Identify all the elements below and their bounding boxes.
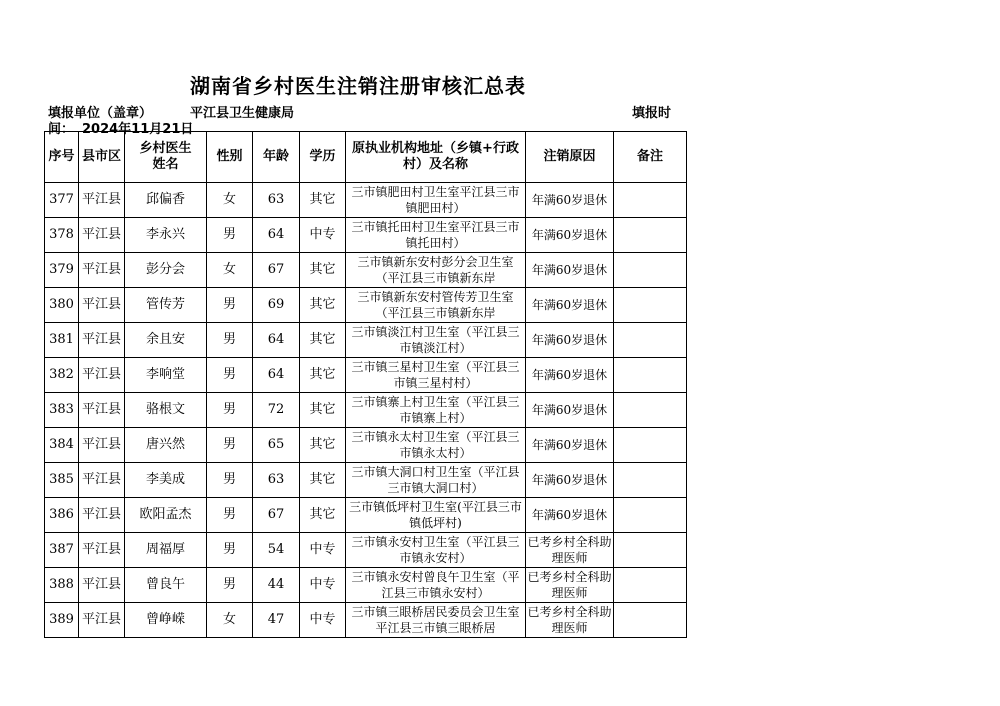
cell-address-text: 三市镇肥田村卫生室平江县三市镇肥田村） bbox=[351, 185, 520, 215]
cell-reason bbox=[526, 428, 614, 463]
cell-address-text: 三市镇寨上村卫生室（平江县三市镇寨上村） bbox=[351, 395, 520, 425]
cell-gender: 女 bbox=[207, 253, 253, 288]
header-reason: 注销原因 bbox=[526, 132, 614, 183]
cell-name: 周福厚 bbox=[125, 533, 207, 568]
table-row bbox=[45, 533, 687, 568]
cell-edu: 其它 bbox=[300, 393, 346, 428]
cell-county: 平江县 bbox=[79, 498, 125, 533]
fill-time-label: 填报时 bbox=[632, 106, 672, 121]
cell-reason-text: 年满60岁退休 bbox=[531, 473, 608, 487]
cell-address-text: 三市镇三眼桥居民委员会卫生室平江县三市镇三眼桥居 bbox=[351, 605, 520, 635]
header-name-text: 乡村医生姓名 bbox=[139, 141, 192, 172]
cell-name: 唐兴然 bbox=[125, 428, 207, 463]
table-row bbox=[45, 253, 687, 288]
cell-remark bbox=[614, 218, 687, 253]
cell-address-text: 三市镇大洞口村卫生室（平江县三市镇大洞口村） bbox=[351, 465, 520, 495]
header-address bbox=[346, 132, 526, 183]
cell-address bbox=[346, 393, 526, 428]
cell-name: 曾峥嵘 bbox=[125, 603, 207, 638]
cell-county: 平江县 bbox=[79, 393, 125, 428]
cell-no: 388 bbox=[45, 568, 79, 603]
cell-county: 平江县 bbox=[79, 288, 125, 323]
cell-remark bbox=[614, 358, 687, 393]
cell-age: 72 bbox=[253, 393, 300, 428]
cell-edu: 其它 bbox=[300, 183, 346, 218]
cell-county: 平江县 bbox=[79, 218, 125, 253]
cell-address-text: 三市镇新东安村管传芳卫生室（平江县三市镇新东岸 bbox=[357, 290, 514, 320]
cell-name: 李响堂 bbox=[125, 358, 207, 393]
cell-name: 余且安 bbox=[125, 323, 207, 358]
cell-address bbox=[346, 498, 526, 533]
cell-edu: 中专 bbox=[300, 603, 346, 638]
cell-address-text: 三市镇新东安村彭分会卫生室（平江县三市镇新东岸 bbox=[357, 255, 514, 285]
cell-edu: 中专 bbox=[300, 568, 346, 603]
fill-time-label-cont: 间： bbox=[48, 122, 75, 137]
cell-address bbox=[346, 463, 526, 498]
cell-age: 63 bbox=[253, 183, 300, 218]
cell-address bbox=[346, 323, 526, 358]
table-row bbox=[45, 218, 687, 253]
table-row bbox=[45, 463, 687, 498]
cell-name: 管传芳 bbox=[125, 288, 207, 323]
cell-address bbox=[346, 253, 526, 288]
cell-age: 67 bbox=[253, 498, 300, 533]
cell-reason-text: 年满60岁退休 bbox=[531, 508, 608, 522]
cell-reason-text: 年满60岁退休 bbox=[531, 228, 608, 242]
cell-reason bbox=[526, 533, 614, 568]
cell-reason bbox=[526, 323, 614, 358]
cell-reason bbox=[526, 253, 614, 288]
cell-no: 380 bbox=[45, 288, 79, 323]
cell-remark bbox=[614, 288, 687, 323]
cell-county: 平江县 bbox=[79, 358, 125, 393]
cell-remark bbox=[614, 428, 687, 463]
cell-age: 69 bbox=[253, 288, 300, 323]
cell-no: 378 bbox=[45, 218, 79, 253]
cell-reason bbox=[526, 463, 614, 498]
cell-address bbox=[346, 218, 526, 253]
cell-age: 67 bbox=[253, 253, 300, 288]
table-row bbox=[45, 428, 687, 463]
cell-age: 64 bbox=[253, 323, 300, 358]
cell-gender: 男 bbox=[207, 463, 253, 498]
cell-address-text: 三市镇永安村曾良午卫生室（平江县三市镇永安村） bbox=[351, 570, 520, 600]
cell-gender: 男 bbox=[207, 533, 253, 568]
cell-county: 平江县 bbox=[79, 428, 125, 463]
cell-no: 383 bbox=[45, 393, 79, 428]
cell-name: 曾良午 bbox=[125, 568, 207, 603]
cell-name: 彭分会 bbox=[125, 253, 207, 288]
cell-county: 平江县 bbox=[79, 253, 125, 288]
cell-gender: 男 bbox=[207, 428, 253, 463]
cell-remark bbox=[614, 183, 687, 218]
cell-no: 377 bbox=[45, 183, 79, 218]
cell-reason bbox=[526, 358, 614, 393]
header-edu: 学历 bbox=[300, 132, 346, 183]
fill-date: 2024年11月21日 bbox=[82, 122, 194, 137]
table-row bbox=[45, 323, 687, 358]
cell-name: 骆根文 bbox=[125, 393, 207, 428]
cell-reason bbox=[526, 218, 614, 253]
cell-no: 379 bbox=[45, 253, 79, 288]
table-row bbox=[45, 498, 687, 533]
cell-address bbox=[346, 288, 526, 323]
cell-county: 平江县 bbox=[79, 463, 125, 498]
cell-address bbox=[346, 428, 526, 463]
cell-reason-text: 年满60岁退休 bbox=[531, 298, 608, 312]
cell-remark bbox=[614, 603, 687, 638]
header-age: 年龄 bbox=[253, 132, 300, 183]
cell-edu: 其它 bbox=[300, 323, 346, 358]
cell-age: 64 bbox=[253, 218, 300, 253]
cell-reason bbox=[526, 498, 614, 533]
cell-gender: 女 bbox=[207, 603, 253, 638]
cell-age: 54 bbox=[253, 533, 300, 568]
cell-reason-text: 年满60岁退休 bbox=[531, 438, 608, 452]
cell-county: 平江县 bbox=[79, 568, 125, 603]
table-row bbox=[45, 393, 687, 428]
cell-gender: 男 bbox=[207, 288, 253, 323]
cell-no: 389 bbox=[45, 603, 79, 638]
table-row bbox=[45, 603, 687, 638]
cell-address-text: 三市镇低坪村卫生室(平江县三市镇低坪村) bbox=[349, 500, 522, 530]
cell-age: 47 bbox=[253, 603, 300, 638]
cell-gender: 女 bbox=[207, 183, 253, 218]
cell-edu: 其它 bbox=[300, 428, 346, 463]
cell-remark bbox=[614, 533, 687, 568]
cell-reason bbox=[526, 393, 614, 428]
cell-reason bbox=[526, 603, 614, 638]
cell-county: 平江县 bbox=[79, 603, 125, 638]
cell-gender: 男 bbox=[207, 358, 253, 393]
cell-address-text: 三市镇三星村卫生室（平江县三市镇三星村村） bbox=[351, 360, 520, 390]
cell-reason-text: 年满60岁退休 bbox=[531, 263, 608, 277]
cell-age: 64 bbox=[253, 358, 300, 393]
cell-gender: 男 bbox=[207, 498, 253, 533]
cell-reason-text: 已考乡村全科助理医师 bbox=[527, 605, 612, 635]
cell-county: 平江县 bbox=[79, 323, 125, 358]
header-county: 县市区 bbox=[79, 132, 125, 183]
cell-no: 381 bbox=[45, 323, 79, 358]
cell-gender: 男 bbox=[207, 393, 253, 428]
header-address-text: 原执业机构地址（乡镇+行政村）及名称 bbox=[352, 141, 519, 172]
cell-age: 65 bbox=[253, 428, 300, 463]
unit-value: 平江县卫生健康局 bbox=[190, 106, 295, 121]
cell-address bbox=[346, 533, 526, 568]
cell-address-text: 三市镇永太村卫生室（平江县三市镇永太村） bbox=[351, 430, 520, 460]
cell-remark bbox=[614, 568, 687, 603]
cell-reason-text: 已考乡村全科助理医师 bbox=[527, 570, 612, 600]
cell-no: 385 bbox=[45, 463, 79, 498]
header-name bbox=[125, 132, 207, 183]
summary-table bbox=[44, 131, 687, 638]
cell-age: 63 bbox=[253, 463, 300, 498]
cell-edu: 中专 bbox=[300, 218, 346, 253]
cell-name: 欧阳孟杰 bbox=[125, 498, 207, 533]
header-row bbox=[45, 132, 687, 183]
header-gender: 性别 bbox=[207, 132, 253, 183]
cell-edu: 其它 bbox=[300, 358, 346, 393]
cell-name: 李美成 bbox=[125, 463, 207, 498]
cell-reason bbox=[526, 288, 614, 323]
cell-remark bbox=[614, 498, 687, 533]
table-row bbox=[45, 288, 687, 323]
cell-gender: 男 bbox=[207, 218, 253, 253]
unit-label: 填报单位（盖章） bbox=[48, 106, 153, 121]
cell-reason-text: 年满60岁退休 bbox=[531, 368, 608, 382]
cell-reason-text: 年满60岁退休 bbox=[531, 193, 608, 207]
header-no: 序号 bbox=[45, 132, 79, 183]
cell-no: 386 bbox=[45, 498, 79, 533]
cell-county: 平江县 bbox=[79, 183, 125, 218]
cell-edu: 其它 bbox=[300, 288, 346, 323]
cell-address-text: 三市镇永安村卫生室（平江县三市镇永安村） bbox=[351, 535, 520, 565]
table-row bbox=[45, 568, 687, 603]
cell-remark bbox=[614, 253, 687, 288]
cell-address bbox=[346, 603, 526, 638]
cell-reason bbox=[526, 568, 614, 603]
cell-address bbox=[346, 568, 526, 603]
cell-reason bbox=[526, 183, 614, 218]
cell-reason-text: 年满60岁退休 bbox=[531, 333, 608, 347]
cell-remark bbox=[614, 393, 687, 428]
cell-address-text: 三市镇淡江村卫生室（平江县三市镇淡江村） bbox=[351, 325, 520, 355]
cell-edu: 中专 bbox=[300, 533, 346, 568]
cell-age: 44 bbox=[253, 568, 300, 603]
table-row bbox=[45, 358, 687, 393]
cell-reason-text: 已考乡村全科助理医师 bbox=[527, 535, 612, 565]
cell-address bbox=[346, 183, 526, 218]
cell-no: 387 bbox=[45, 533, 79, 568]
cell-reason-text: 年满60岁退休 bbox=[531, 403, 608, 417]
cell-edu: 其它 bbox=[300, 498, 346, 533]
cell-name: 李永兴 bbox=[125, 218, 207, 253]
cell-edu: 其它 bbox=[300, 463, 346, 498]
cell-address-text: 三市镇托田村卫生室平江县三市镇托田村） bbox=[351, 220, 520, 250]
cell-address bbox=[346, 358, 526, 393]
cell-remark bbox=[614, 463, 687, 498]
cell-no: 384 bbox=[45, 428, 79, 463]
header-remark: 备注 bbox=[614, 132, 687, 183]
cell-no: 382 bbox=[45, 358, 79, 393]
cell-county: 平江县 bbox=[79, 533, 125, 568]
cell-name: 邱偏香 bbox=[125, 183, 207, 218]
cell-gender: 男 bbox=[207, 323, 253, 358]
cell-edu: 其它 bbox=[300, 253, 346, 288]
cell-gender: 男 bbox=[207, 568, 253, 603]
page-title: 湖南省乡村医生注销注册审核汇总表 bbox=[190, 74, 526, 98]
table-row bbox=[45, 183, 687, 218]
cell-remark bbox=[614, 323, 687, 358]
